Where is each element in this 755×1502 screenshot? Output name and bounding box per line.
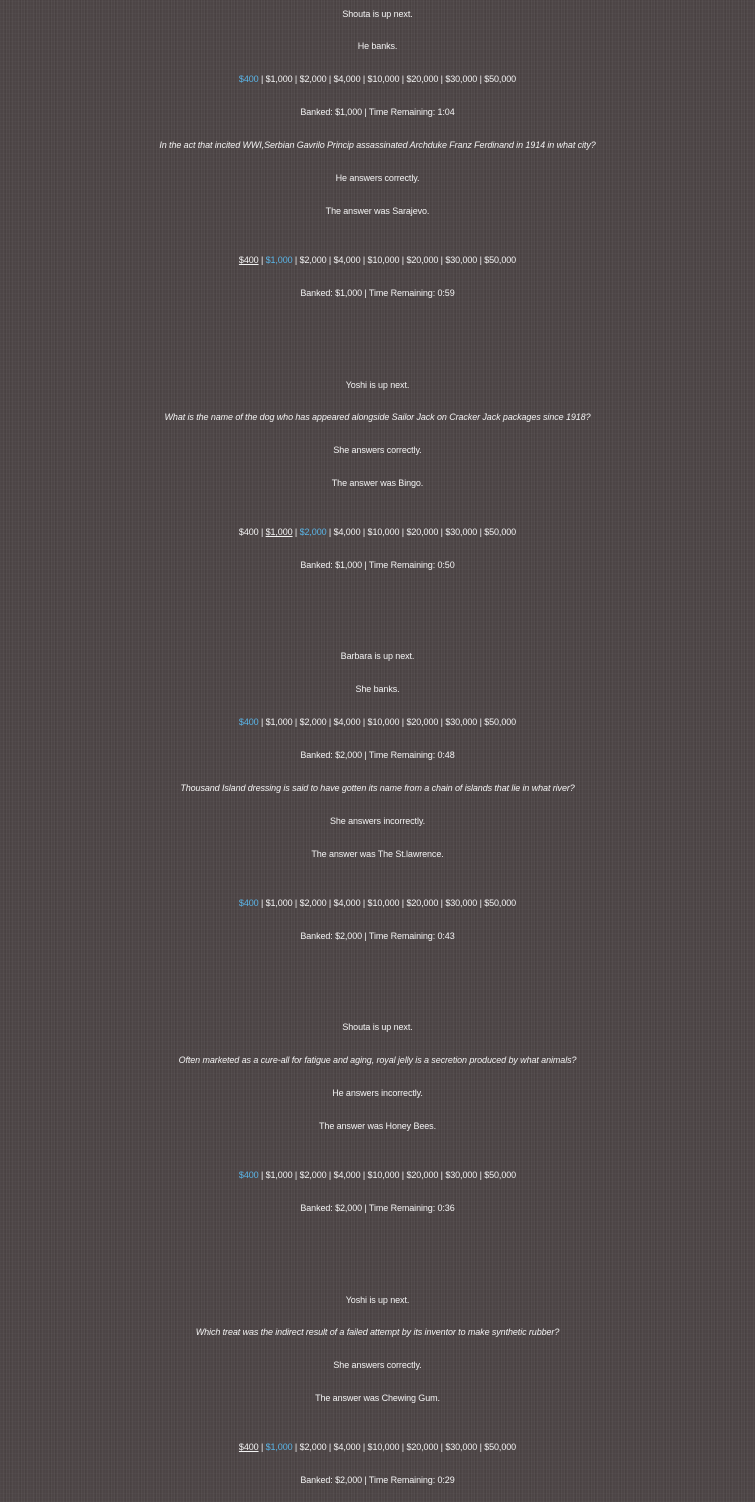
log-message: She banks. xyxy=(355,684,400,694)
ladder-separator: | xyxy=(399,1442,407,1452)
ladder-amount: $4,000 xyxy=(333,1442,361,1452)
ladder-amount: $400 xyxy=(238,1442,259,1452)
ladder-separator: | xyxy=(360,898,368,908)
ladder-amount: $1,000 xyxy=(265,1442,293,1452)
ladder-separator: | xyxy=(292,74,300,84)
ladder-separator: | xyxy=(360,527,368,537)
ladder-separator: | xyxy=(477,527,485,537)
ladder-amount: $400 xyxy=(238,74,259,84)
ladder-amount: $2,000 xyxy=(299,527,327,537)
ladder-separator: | xyxy=(258,898,266,908)
ladder-amount: $50,000 xyxy=(484,1170,517,1180)
ladder-separator: | xyxy=(292,717,300,727)
money-ladder xyxy=(0,524,755,540)
question-text: In the act that incited WWI,Serbian Gavrilo Princip assassinated Archduke Franz Ferdinand in 1914 in what city? xyxy=(159,140,596,150)
ladder-separator: | xyxy=(258,527,266,537)
log-message: Yoshi is up next. xyxy=(345,380,410,390)
ladder-separator: | xyxy=(477,717,485,727)
ladder-amount: $10,000 xyxy=(367,74,400,84)
ladder-separator: | xyxy=(360,717,368,727)
ladder-amount: $2,000 xyxy=(299,74,327,84)
ladder-amount: $4,000 xyxy=(333,74,361,84)
log-message: She answers incorrectly. xyxy=(330,816,425,826)
ladder-separator: | xyxy=(477,898,485,908)
ladder-amount: $30,000 xyxy=(445,898,478,908)
ladder-separator: | xyxy=(258,1442,266,1452)
ladder-amount: $30,000 xyxy=(445,255,478,265)
ladder-separator: | xyxy=(326,1442,334,1452)
ladder-amount: $4,000 xyxy=(333,1170,361,1180)
log-message: The answer was Honey Bees. xyxy=(319,1121,436,1131)
ladder-separator: | xyxy=(438,527,446,537)
ladder-amount: $10,000 xyxy=(367,717,400,727)
log-message: Banked: $2,000 | Time Remaining: 0:48 xyxy=(300,750,455,760)
ladder-separator: | xyxy=(399,717,407,727)
ladder-separator: | xyxy=(326,898,334,908)
ladder-separator: | xyxy=(292,527,300,537)
ladder-amount: $400 xyxy=(238,527,259,537)
ladder-separator: | xyxy=(326,74,334,84)
ladder-separator: | xyxy=(292,1442,300,1452)
ladder-separator: | xyxy=(438,255,446,265)
ladder-amount: $1,000 xyxy=(265,898,293,908)
money-ladder xyxy=(0,252,755,268)
log-message: Shouta is up next. xyxy=(342,9,413,19)
ladder-amount: $2,000 xyxy=(299,898,327,908)
money-ladder xyxy=(0,714,755,730)
ladder-amount: $30,000 xyxy=(445,1170,478,1180)
log-message: The answer was Chewing Gum. xyxy=(315,1393,440,1403)
ladder-separator: | xyxy=(326,717,334,727)
ladder-amount: $1,000 xyxy=(265,255,293,265)
ladder-amount: $30,000 xyxy=(445,74,478,84)
ladder-amount: $4,000 xyxy=(333,898,361,908)
ladder-separator: | xyxy=(438,717,446,727)
ladder-amount: $400 xyxy=(238,1170,259,1180)
log-message: He banks. xyxy=(357,41,398,51)
log-message: Banked: $2,000 | Time Remaining: 0:36 xyxy=(300,1203,455,1213)
ladder-separator: | xyxy=(438,1170,446,1180)
ladder-separator: | xyxy=(292,898,300,908)
ladder-separator: | xyxy=(326,1170,334,1180)
ladder-amount: $50,000 xyxy=(484,1442,517,1452)
ladder-amount: $10,000 xyxy=(367,898,400,908)
ladder-amount: $50,000 xyxy=(484,898,517,908)
ladder-amount: $10,000 xyxy=(367,527,400,537)
log-message: Yoshi is up next. xyxy=(345,1295,410,1305)
ladder-separator: | xyxy=(258,717,266,727)
ladder-separator: | xyxy=(477,1442,485,1452)
ladder-amount: $2,000 xyxy=(299,1170,327,1180)
question-text: Thousand Island dressing is said to have gotten its name from a chain of islands that lie in what river? xyxy=(180,783,575,793)
ladder-amount: $400 xyxy=(238,717,259,727)
ladder-amount: $10,000 xyxy=(367,255,400,265)
ladder-separator: | xyxy=(477,255,485,265)
ladder-amount: $400 xyxy=(238,898,259,908)
ladder-amount: $1,000 xyxy=(265,717,293,727)
question-text: Often marketed as a cure-all for fatigue and aging, royal jelly is a secretion produced by what animals? xyxy=(178,1055,577,1065)
question-text: What is the name of the dog who has appeared alongside Sailor Jack on Cracker Jack packages since 1918? xyxy=(164,412,591,422)
ladder-amount: $30,000 xyxy=(445,717,478,727)
ladder-amount: $4,000 xyxy=(333,717,361,727)
ladder-separator: | xyxy=(438,74,446,84)
money-ladder xyxy=(0,1439,755,1455)
log-message: The answer was Bingo. xyxy=(331,478,424,488)
log-message: The answer was Sarajevo. xyxy=(325,206,430,216)
ladder-amount: $10,000 xyxy=(367,1442,400,1452)
ladder-amount: $50,000 xyxy=(484,717,517,727)
ladder-amount: $20,000 xyxy=(406,1170,439,1180)
ladder-amount: $10,000 xyxy=(367,1170,400,1180)
ladder-separator: | xyxy=(399,74,407,84)
ladder-amount: $1,000 xyxy=(265,527,293,537)
ladder-amount: $4,000 xyxy=(333,255,361,265)
ladder-amount: $20,000 xyxy=(406,255,439,265)
log-message: Banked: $1,000 | Time Remaining: 0:59 xyxy=(300,288,455,298)
ladder-amount: $20,000 xyxy=(406,1442,439,1452)
log-message: Barbara is up next. xyxy=(340,651,415,661)
log-message: He answers incorrectly. xyxy=(332,1088,423,1098)
ladder-amount: $50,000 xyxy=(484,255,517,265)
ladder-amount: $1,000 xyxy=(265,1170,293,1180)
ladder-amount: $400 xyxy=(238,255,259,265)
ladder-amount: $20,000 xyxy=(406,74,439,84)
ladder-separator: | xyxy=(477,1170,485,1180)
ladder-amount: $20,000 xyxy=(406,717,439,727)
question-text: Which treat was the indirect result of a failed attempt by its inventor to make synthetic rubber? xyxy=(195,1327,560,1337)
money-ladder xyxy=(0,1167,755,1183)
ladder-separator: | xyxy=(360,255,368,265)
ladder-amount: $2,000 xyxy=(299,717,327,727)
log-message: Banked: $1,000 | Time Remaining: 0:50 xyxy=(300,560,455,570)
ladder-separator: | xyxy=(326,255,334,265)
money-ladder xyxy=(0,895,755,911)
money-ladder xyxy=(0,71,755,87)
ladder-separator: | xyxy=(258,255,266,265)
ladder-amount: $50,000 xyxy=(484,527,517,537)
ladder-separator: | xyxy=(399,898,407,908)
ladder-amount: $20,000 xyxy=(406,898,439,908)
ladder-amount: $4,000 xyxy=(333,527,361,537)
ladder-separator: | xyxy=(326,527,334,537)
ladder-separator: | xyxy=(360,1442,368,1452)
ladder-amount: $50,000 xyxy=(484,74,517,84)
log-message: Shouta is up next. xyxy=(342,1022,413,1032)
ladder-separator: | xyxy=(399,1170,407,1180)
ladder-separator: | xyxy=(399,255,407,265)
ladder-separator: | xyxy=(292,1170,300,1180)
log-message: Banked: $1,000 | Time Remaining: 1:04 xyxy=(300,107,455,117)
log-message: The answer was The St.lawrence. xyxy=(311,849,444,859)
log-message: He answers correctly. xyxy=(335,173,420,183)
ladder-separator: | xyxy=(258,74,266,84)
ladder-separator: | xyxy=(477,74,485,84)
ladder-separator: | xyxy=(438,898,446,908)
ladder-separator: | xyxy=(292,255,300,265)
ladder-amount: $2,000 xyxy=(299,255,327,265)
ladder-separator: | xyxy=(438,1442,446,1452)
ladder-amount: $1,000 xyxy=(265,74,293,84)
ladder-separator: | xyxy=(360,74,368,84)
ladder-separator: | xyxy=(399,527,407,537)
log-message: She answers correctly. xyxy=(333,445,422,455)
ladder-separator: | xyxy=(258,1170,266,1180)
ladder-amount: $2,000 xyxy=(299,1442,327,1452)
ladder-amount: $20,000 xyxy=(406,527,439,537)
ladder-separator: | xyxy=(360,1170,368,1180)
log-message: Banked: $2,000 | Time Remaining: 0:43 xyxy=(300,931,455,941)
ladder-amount: $30,000 xyxy=(445,1442,478,1452)
log-message: Banked: $2,000 | Time Remaining: 0:29 xyxy=(300,1475,455,1485)
ladder-amount: $30,000 xyxy=(445,527,478,537)
log-message: She answers correctly. xyxy=(333,1360,422,1370)
